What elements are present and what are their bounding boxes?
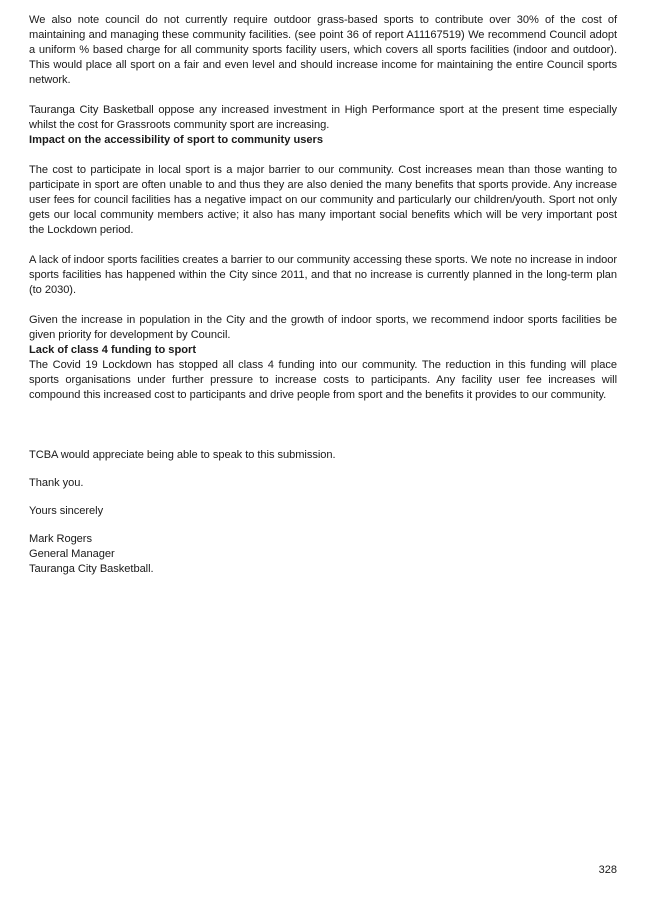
signature-title: General Manager [29, 548, 115, 560]
paragraph-cost-contribution: We also note council do not currently require outdoor grass-based sports to contribute over 30% of the cost of maintaining and managing these community facilities. (see point 36 of report A11167519) We recommend Council adopt a uniform % based charge for all community sports facility users, which covers all sports facilities (indoor and outdoor). This would place all sport on a fair and even level and should increase income for maintaining the entire Council sports network. [29, 14, 617, 86]
signature-organisation: Tauranga City Basketball. [29, 563, 154, 575]
paragraph-sign-off: Yours sincerely [29, 505, 104, 517]
paragraph-cost-barrier: The cost to participate in local sport is a major barrier to our community. Cost increases mean than those wanting to participate in sport are often unable to and thus they are also denied the many benefits that sports provide. Any increase user fees for council facilities has a negative impact on our community and particularly our children/youth. Sport not only gets our local community members active; it also has many important social benefits which will be very important post the Lockdown period. [29, 164, 617, 236]
paragraph-covid-lockdown: The Covid 19 Lockdown has stopped all class 4 funding into our community. The reduction in this funding will place sports organisations under further pressure to increase costs to participants. Any facility user fee increases will compound this increased cost to participants and drive people from sport and the benefits it provides to our community. [29, 359, 617, 401]
signature-name: Mark Rogers [29, 533, 92, 545]
heading-accessibility: Impact on the accessibility of sport to community users [29, 134, 324, 146]
page-number: 328 [598, 864, 617, 876]
paragraph-speak-request: TCBA would appreciate being able to speak to this submission. [29, 449, 336, 461]
paragraph-high-performance: Tauranga City Basketball oppose any increased investment in High Performance sport at the present time especially whilst the cost for Grassroots community sport are increasing. [29, 104, 617, 131]
document-page [29, 13, 617, 577]
paragraph-population-growth: Given the increase in population in the City and the growth of indoor sports, we recommend indoor sports facilities be given priority for development by Council. [29, 314, 617, 341]
paragraph-thank-you: Thank you. [29, 477, 84, 489]
heading-class4-funding: Lack of class 4 funding to sport [29, 344, 197, 356]
paragraph-indoor-facilities: A lack of indoor sports facilities creates a barrier to our community accessing these sports. We note no increase in indoor sports facilities has happened within the City since 2011, and that no increase is currently planned in the long-term plan (to 2030). [29, 254, 617, 296]
signature-block [29, 532, 617, 577]
